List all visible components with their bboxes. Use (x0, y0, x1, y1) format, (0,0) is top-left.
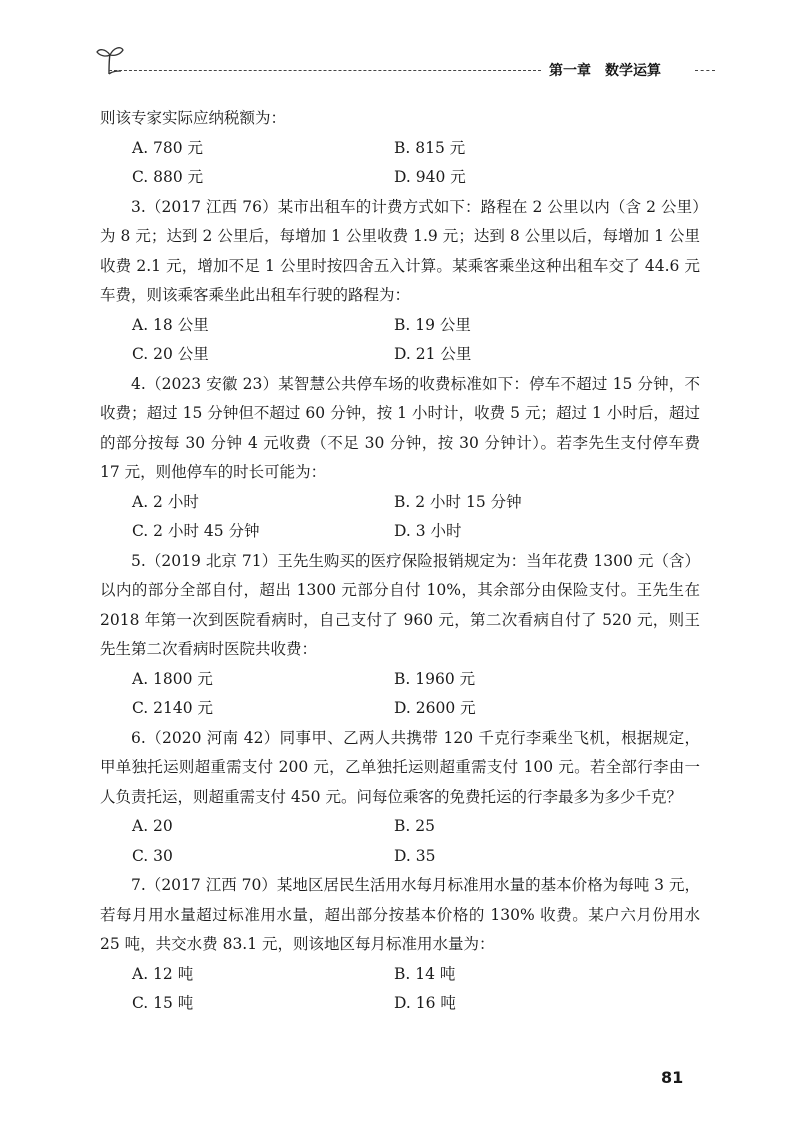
option-b: B. 2 小时 15 分钟 (394, 492, 522, 511)
question-4: 4.（2023 安徽 23）某智慧公共停车场的收费标准如下：停车不超过 15 分钟，不收费；超过 15 分钟但不超过 60 分钟，按 1 小时计，收费 5 元；超过 1 小时后，超过的部分按每 30 分钟 4 元收费（不足 30 分钟，按 30 分钟计）。若李先生支付停车费 17 元，则他停车的时长可能为： (100, 374, 700, 481)
options-row (100, 812, 700, 842)
option-a: A. 12 吨 (132, 964, 194, 983)
running-header (95, 44, 710, 84)
option-d: D. 940 元 (394, 168, 466, 186)
option-a: A. 2 小时 (132, 492, 199, 511)
options-row (100, 842, 700, 872)
options-row (100, 163, 700, 193)
question-6: 6.（2020 河南 42）同事甲、乙两人共携带 120 千克行李乘坐飞机，根据规定，甲单独托运则超重需支付 200 元，乙单独托运则超重需支付 100 元。若全部行李由一人负责托运，则超重需支付 450 元。问每位乘客的免费托运的行李最多为多少千克？ (100, 728, 700, 806)
options-row (100, 960, 700, 990)
option-b: B. 19 公里 (394, 315, 471, 334)
option-b: B. 14 吨 (394, 964, 456, 983)
sprout-icon (95, 44, 125, 76)
option-b: B. 25 (394, 817, 435, 835)
chapter-title: 数学运算 (605, 63, 661, 79)
options-row (100, 989, 700, 1019)
option-a: A. 18 公里 (132, 315, 209, 334)
option-a: A. 1800 元 (132, 669, 213, 688)
option-d: D. 2600 元 (394, 699, 476, 717)
option-a: A. 780 元 (132, 138, 204, 157)
option-a: A. 20 (132, 817, 173, 835)
option-c: C. 880 元 (132, 168, 204, 186)
page-content (100, 104, 700, 1019)
option-c: C. 30 (132, 846, 173, 865)
option-d: D. 35 (394, 846, 436, 865)
question-7: 7.（2017 江西 70）某地区居民生活用水每月标准用水量的基本价格为每吨 3 元，若每月用水量超过标准用水量，超出部分按基本价格的 130% 收费。某户六月份用水 25 吨，共交水费 83.1 元，则该地区每月标准用水量为： (100, 876, 700, 953)
header-rule-right (695, 70, 715, 71)
option-d: D. 3 小时 (394, 522, 462, 540)
options-row (100, 694, 700, 724)
chapter-number: 第一章 (549, 63, 591, 79)
option-c: C. 2140 元 (132, 699, 214, 717)
option-d: D. 16 吨 (394, 994, 456, 1012)
question-5: 5.（2019 北京 71）王先生购买的医疗保险报销规定为：当年花费 1300 元（含）以内的部分全部自付，超出 1300 元部分自付 10%，其余部分由保险支付。王先生在 2018 年第一次到医院看病时，自己支付了 960 元，第二次看病自付了 520 元，则王先生第二次看病时医院共收费： (100, 551, 700, 658)
options-row (100, 517, 700, 547)
options-row (100, 665, 700, 695)
option-d: D. 21 公里 (394, 345, 472, 363)
options-row (100, 340, 700, 370)
intro-question-tail: 则该专家实际应纳税额为： (100, 109, 287, 127)
options-row (100, 488, 700, 518)
page-number: 81 (661, 1068, 684, 1087)
header-rule-left (109, 70, 541, 71)
option-b: B. 815 元 (394, 138, 466, 157)
chapter-heading (549, 60, 661, 80)
options-row (100, 311, 700, 341)
option-c: C. 2 小时 45 分钟 (132, 522, 260, 540)
option-b: B. 1960 元 (394, 669, 476, 688)
question-3: 3.（2017 江西 76）某市出租车的计费方式如下：路程在 2 公里以内（含 2 公里）为 8 元；达到 2 公里后，每增加 1 公里收费 1.9 元；达到 8 公里以后，每增加 1 公里收费 2.1 元，增加不足 1 公里时按四舍五入计算。某乘客乘坐这种出租车交了 44.6 元车费，则该乘客乘坐此出租车行驶的路程为： (100, 197, 700, 304)
option-c: C. 20 公里 (132, 345, 209, 363)
options-row (100, 134, 700, 164)
option-c: C. 15 吨 (132, 994, 194, 1012)
